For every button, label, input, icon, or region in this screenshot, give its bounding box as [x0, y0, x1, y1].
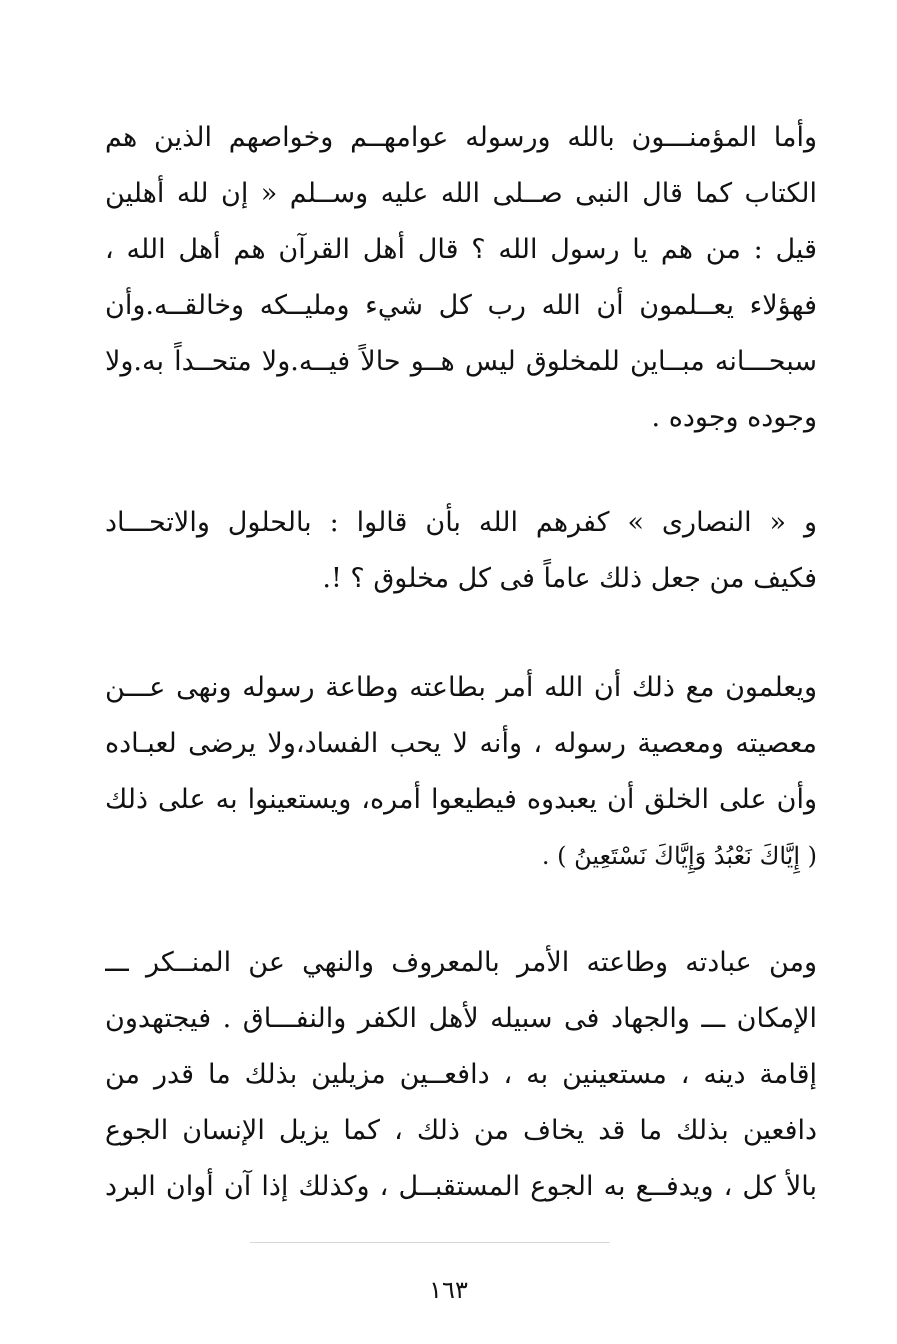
text-line: فهؤلاء يعــلمون أن الله رب كل شيء ومليــكه وخالقــه.وأن — [105, 290, 817, 321]
text-line: فكيف من جعل ذلك عاماً فى كل مخلوق ؟ !. — [322, 563, 817, 594]
text-line: ويعلمون مع ذلك أن الله أمر بطاعته وطاعة رسوله ونهى عـــن — [105, 672, 817, 703]
paragraph-obedience — [105, 660, 817, 884]
text-line: بالأ كل ، ويدفــع به الجوع المستقبــل ، وكذلك إذا آن أوان البرد — [105, 1171, 817, 1202]
text-line: إقامة دينه ، مستعينين به ، دافعــين مزيلين بذلك ما قدر من — [105, 1059, 817, 1090]
text-line: و « النصارى » كفرهم الله بأن قالوا : بالحلول والاتحـــاد — [105, 507, 817, 538]
text-line: الإمكان ـــ والجهاد فى سبيله لأهل الكفر والنفـــاق . فيجتهدون — [105, 1003, 817, 1034]
text-line: ومن عبادته وطاعته الأمر بالمعروف والنهي عن المنــكر ـــ — [105, 947, 817, 978]
text-line: قيل : من هم يا رسول الله ؟ قال أهل القرآن هم أهل الله ، — [105, 234, 817, 265]
footer-divider — [250, 1242, 610, 1243]
text-line: وجوده وجوده . — [651, 402, 817, 433]
text-line: وأن على الخلق أن يعبدوه فيطيعوا أمره، ويستعينوا به على ذلك — [105, 784, 817, 815]
text-line: معصيته ومعصية رسوله ، وأنه لا يحب الفساد،ولا يرضى لعبـاده — [105, 728, 817, 759]
page-number: ١٦٣ — [429, 1276, 468, 1304]
text-line: وأما المؤمنـــون بالله ورسوله عوامهــم وخواصهم الذين هم — [105, 122, 817, 153]
paragraph-believers — [105, 110, 817, 446]
text-line: الكتاب كما قال النبى صــلى الله عليه وســلم « إن لله أهلين — [105, 178, 817, 209]
text-line: سبحـــانه مبــاين للمخلوق ليس هــو حالاً فيــه.ولا متحــداً به.ولا — [105, 346, 817, 377]
quran-verse-line: ( إِيَّاكَ نَعْبُدُ وَإِيَّاكَ نَسْتَعِينُ ) . — [541, 842, 817, 870]
paragraph-christians — [105, 495, 817, 607]
text-line: دافعين بذلك ما قد يخاف من ذلك ، كما يزيل الإنسان الجوع — [105, 1115, 817, 1146]
paragraph-worship — [105, 935, 817, 1215]
